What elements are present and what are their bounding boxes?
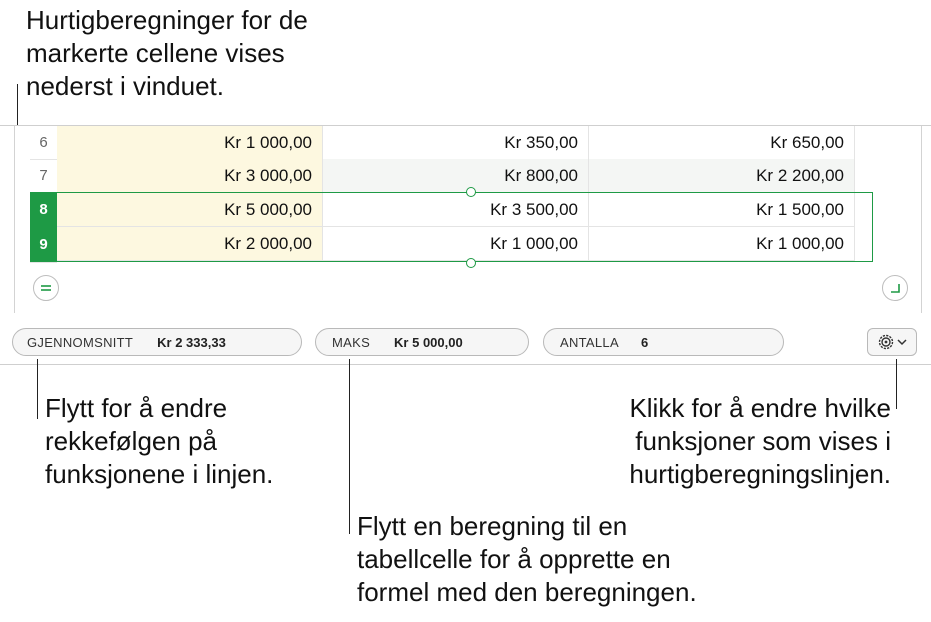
table-cell[interactable]: Kr 2 200,00 — [589, 159, 855, 192]
gear-icon — [877, 333, 895, 351]
table-row — [57, 193, 855, 227]
table-cell[interactable]: Kr 5 000,00 — [57, 193, 323, 226]
quick-calc-bar — [0, 326, 931, 356]
table-row — [57, 159, 855, 193]
table-cell[interactable]: Kr 1 500,00 — [589, 193, 855, 226]
average-label: GJENNOMSNITT — [27, 334, 134, 350]
table-row — [57, 126, 855, 160]
count-calc-pill[interactable] — [543, 328, 784, 356]
row-header-7[interactable]: 7 — [30, 159, 57, 193]
selection-handle-bottom[interactable] — [466, 258, 476, 268]
count-value: 6 — [640, 334, 649, 350]
table-cell[interactable]: Kr 3 500,00 — [323, 193, 589, 226]
average-calc-pill[interactable] — [12, 328, 302, 356]
callout-top: Hurtigberegninger for de markerte cellene vises nederst i vinduet. — [26, 5, 308, 101]
selection-handle-top[interactable] — [466, 187, 476, 197]
average-value: Kr 2 333,33 — [157, 334, 226, 350]
max-label: MAKS — [332, 334, 371, 350]
table-row — [57, 227, 855, 261]
corner-icon — [889, 282, 901, 294]
row-header-6[interactable]: 6 — [30, 126, 57, 160]
table-cell[interactable]: Kr 800,00 — [323, 159, 589, 192]
table-cell[interactable]: Kr 3 000,00 — [57, 159, 323, 192]
callout-middle: Flytt en beregning til en tabellcelle for å opprette en formel med den beregningen. — [357, 511, 697, 607]
table-cell[interactable]: Kr 1 000,00 — [323, 227, 589, 260]
table-cell[interactable]: Kr 1 000,00 — [589, 227, 855, 260]
spreadsheet-window — [0, 125, 931, 365]
table-cell[interactable]: Kr 1 000,00 — [57, 126, 323, 159]
table-cell[interactable]: Kr 2 000,00 — [57, 227, 323, 260]
max-value: Kr 5 000,00 — [394, 334, 463, 350]
add-row-button[interactable] — [33, 275, 59, 301]
chevron-down-icon — [897, 338, 907, 346]
callout-right: Klikk for å endre hvilke funksjoner som vises i hurtigberegningslinjen. — [629, 393, 891, 489]
callout-left-leader — [37, 359, 38, 419]
max-calc-pill[interactable] — [315, 328, 529, 356]
equals-icon — [40, 284, 52, 292]
resize-table-button[interactable] — [882, 275, 908, 301]
table-cell[interactable]: Kr 350,00 — [323, 126, 589, 159]
callout-middle-leader — [349, 359, 350, 534]
count-label: ANTALLA — [560, 334, 619, 350]
callout-right-leader — [896, 359, 897, 409]
row-header-9[interactable]: 9 — [30, 227, 57, 263]
row-header-8[interactable]: 8 — [30, 192, 57, 228]
callout-left: Flytt for å endre rekkefølgen på funksjonene i linjen. — [45, 393, 274, 489]
table-cell[interactable]: Kr 650,00 — [589, 126, 855, 159]
settings-menu-button[interactable] — [867, 328, 917, 356]
